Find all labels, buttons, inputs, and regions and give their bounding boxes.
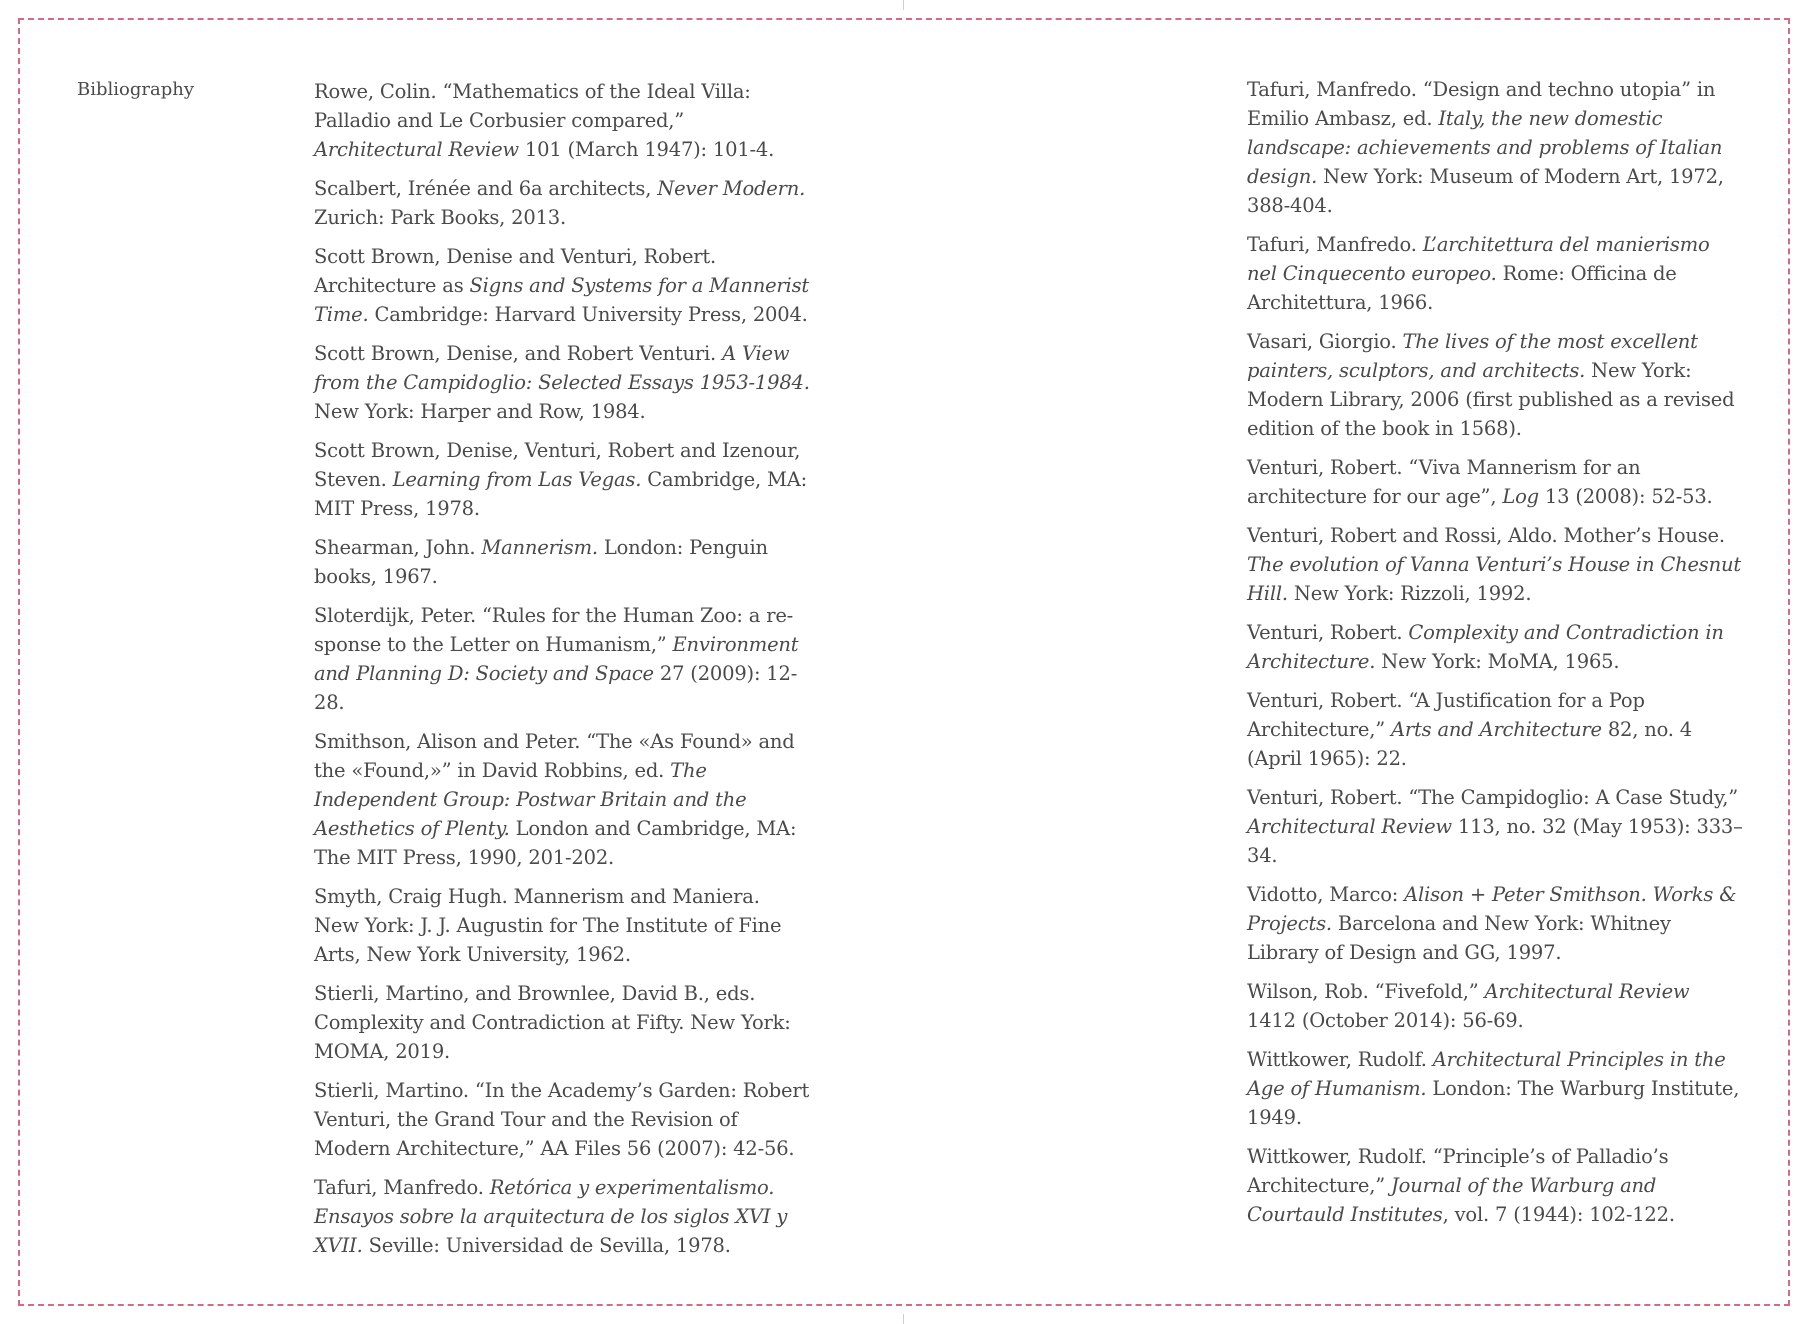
- entry-title-italic: Italy, the new domestic landscape: achievements and problems of Italian design.: [1247, 107, 1723, 188]
- bibliography-entry: [314, 77, 810, 164]
- entry-text: Venturi, Robert and Rossi, Aldo. Mother’s House.: [1247, 524, 1725, 547]
- entry-title-italic: Journal of the Warburg and Courtauld Institutes: [1247, 1174, 1657, 1226]
- entry-title-italic: Architectural Review: [1484, 980, 1690, 1003]
- entry-title-italic: The evolution of Vanna Venturi’s House in Chesnut Hill.: [1247, 553, 1741, 605]
- entry-title-italic: The Independent Group: Postwar Britain and the Aesthetics of Plenty.: [314, 759, 747, 840]
- entry-title-italic: Never Modern.: [657, 177, 806, 200]
- entry-title-italic: Arts and Architecture: [1391, 718, 1602, 741]
- entry-text: Barcelona and New York: Whitney Library of Design and GG, 1997.: [1247, 912, 1671, 964]
- entry-text: 13 (2008): 52-53.: [1538, 485, 1713, 508]
- entry-text: Vidotto, Marco:: [1247, 883, 1405, 906]
- entry-text: Scalbert, Irénée and 6a architects,: [314, 177, 658, 200]
- bibliography-entry: [314, 882, 810, 969]
- entry-text: Zurich: Park Books, 2013.: [314, 206, 566, 229]
- entry-text: Wittkower, Rudolf.: [1247, 1048, 1433, 1071]
- entry-title-italic: Retórica y experimentalismo. Ensayos sobre la arquitectura de los siglos XVI y XVII.: [314, 1176, 788, 1257]
- entry-text: 27 (2009): 12-28.: [314, 662, 798, 714]
- entry-text: 101 (March 1947): 101-4.: [518, 138, 775, 161]
- entry-text: Smyth, Craig Hugh. Mannerism and Maniera. New York: J. J. Augustin for The Institute of Fine Arts, New York University, 1962.: [314, 885, 782, 966]
- bibliography-entry: [1247, 327, 1743, 443]
- bibliography-entry: [1247, 1142, 1743, 1229]
- entry-text: Sloterdijk, Peter. “Rules for the Human Zoo: a re-sponse to the Letter on Humanism,”: [314, 604, 794, 656]
- bibliography-entry: [314, 174, 810, 232]
- bibliography-entry: [314, 242, 810, 329]
- bibliography-entry: [1247, 230, 1743, 317]
- entry-text: New York: Museum of Modern Art, 1972, 388-404.: [1247, 165, 1724, 217]
- entry-text: London: The Warburg Institute, 1949.: [1247, 1077, 1740, 1129]
- entry-title-italic: Complexity and Contradiction in Architecture.: [1247, 621, 1724, 673]
- entry-text: Tafuri, Manfredo.: [314, 1176, 490, 1199]
- bibliography-entry: [314, 436, 810, 523]
- section-title: Bibliography: [77, 79, 194, 100]
- entry-text: Cambridge, MA: MIT Press, 1978.: [314, 468, 808, 520]
- bibliography-entry: [314, 1076, 810, 1163]
- entry-text: Stierli, Martino. “In the Academy’s Garden: Robert Venturi, the Grand Tour and the Revision of Modern Architecture,” AA Files 56 (2007): 42-56.: [314, 1079, 810, 1160]
- bibliography-entry: [1247, 880, 1743, 967]
- entry-text: London: Penguin books, 1967.: [314, 536, 768, 588]
- entry-text: New York: Modern Library, 2006 (first published as a revised edition of the book in 1568).: [1247, 359, 1735, 440]
- entry-text: 1412 (October 2014): 56-69.: [1247, 1009, 1524, 1032]
- entry-title-italic: Mannerism.: [481, 536, 598, 559]
- entry-text: 82, no. 4 (April 1965): 22.: [1247, 718, 1693, 770]
- entry-text: Wittkower, Rudolf. “Principle’s of Palladio’s Architecture,”: [1247, 1145, 1669, 1197]
- bibliography-entry: [314, 601, 810, 717]
- entry-title-italic: The lives of the most excellent painters, sculptors, and architects.: [1247, 330, 1698, 382]
- bibliography-entry: [1247, 686, 1743, 773]
- entry-text: Rome: Officina de Architettura, 1966.: [1247, 262, 1677, 314]
- entry-text: Tafuri, Manfredo. “Design and techno utopia” in Emilio Ambasz, ed.: [1247, 78, 1716, 130]
- entry-text: New York: Rizzoli, 1992.: [1287, 582, 1532, 605]
- entry-title-italic: Architectural Principles in the Age of Humanism.: [1247, 1048, 1726, 1100]
- entry-title-italic: L’architettura del manierismo nel Cinquecento europeo.: [1247, 233, 1710, 285]
- entry-text: Scott Brown, Denise, and Robert Venturi.: [314, 342, 723, 365]
- entry-text: Scott Brown, Denise, Venturi, Robert and Izenour, Steven.: [314, 439, 801, 491]
- entry-text: Rowe, Colin. “Mathematics of the Ideal Villa: Palladio and Le Corbusier compared,”: [314, 80, 751, 132]
- entry-title-italic: Alison + Peter Smithson. Works & Projects.: [1247, 883, 1737, 935]
- entry-text: Seville: Universidad de Sevilla, 1978.: [362, 1234, 731, 1257]
- bibliography-left-column: [314, 77, 810, 1270]
- entry-text: Venturi, Robert.: [1247, 621, 1409, 644]
- crop-mark-top: [903, 0, 904, 10]
- entry-title-italic: Learning from Las Vegas.: [392, 468, 642, 491]
- entry-text: Venturi, Robert. “The Campidoglio: A Case Study,”: [1247, 786, 1739, 809]
- entry-title-italic: Architectural Review: [314, 138, 519, 161]
- bibliography-entry: [1247, 453, 1743, 511]
- entry-text: Tafuri, Manfredo.: [1247, 233, 1423, 256]
- bibliography-entry: [1247, 977, 1743, 1035]
- entry-text: 113, no. 32 (May 1953): 333–34.: [1247, 815, 1743, 867]
- entry-text: Wilson, Rob. “Fivefold,”: [1247, 980, 1485, 1003]
- entry-text: Venturi, Robert. “Viva Mannerism for an architecture for our age”,: [1247, 456, 1641, 508]
- entry-text: Stierli, Martino, and Brownlee, David B., eds. Complexity and Contradiction at Fifty. New York: MOMA, 2019.: [314, 982, 791, 1063]
- entry-text: , vol. 7 (1944): 102-122.: [1442, 1203, 1675, 1226]
- bibliography-entry: [314, 533, 810, 591]
- entry-text: Vasari, Giorgio.: [1247, 330, 1403, 353]
- bibliography-entry: [314, 1173, 810, 1260]
- entry-text: Cambridge: Harvard University Press, 2004.: [368, 303, 808, 326]
- entry-text: London and Cambridge, MA: The MIT Press, 1990, 201-202.: [314, 817, 797, 869]
- bibliography-right-column: [1247, 75, 1743, 1239]
- entry-text: New York: Harper and Row, 1984.: [314, 400, 646, 423]
- entry-text: Smithson, Alison and Peter. “The «As Found» and the «Found,»” in David Robbins, ed.: [314, 730, 795, 782]
- bibliography-entry: [1247, 75, 1743, 220]
- entry-text: Venturi, Robert. “A Justification for a Pop Architecture,”: [1247, 689, 1645, 741]
- entry-title-italic: Log: [1502, 485, 1539, 508]
- bibliography-entry: [1247, 618, 1743, 676]
- bibliography-entry: [1247, 1045, 1743, 1132]
- bibliography-entry: [314, 979, 810, 1066]
- entry-title-italic: Environment and Planning D: Society and Space: [314, 633, 799, 685]
- bibliography-entry: [314, 727, 810, 872]
- entry-text: Shearman, John.: [314, 536, 482, 559]
- bibliography-entry: [314, 339, 810, 426]
- entry-text: New York: MoMA, 1965.: [1375, 650, 1620, 673]
- bibliography-entry: [1247, 783, 1743, 870]
- entry-title-italic: A View from the Campidoglio: Selected Essays 1953-1984.: [314, 342, 810, 394]
- crop-mark-bottom: [903, 1314, 904, 1324]
- entry-title-italic: Architectural Review: [1247, 815, 1452, 838]
- bibliography-entry: [1247, 521, 1743, 608]
- entry-title-italic: Signs and Systems for a Mannerist Time.: [314, 274, 810, 326]
- entry-text: Scott Brown, Denise and Venturi, Robert. Architecture as: [314, 245, 717, 297]
